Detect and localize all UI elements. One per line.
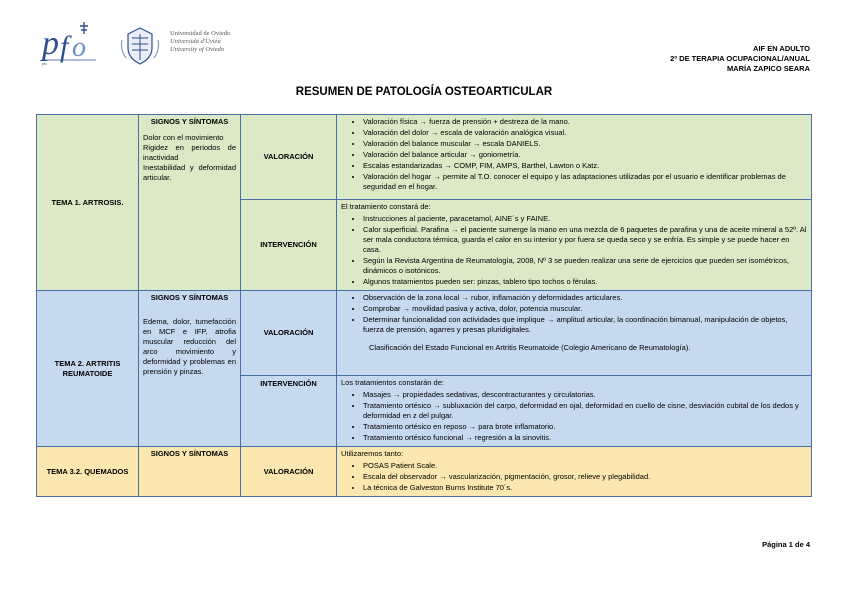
list-item: • Tratamiento ortésico en reposo → para brote inflamatorio.: [363, 422, 807, 432]
intervencion-label: INTERVENCIÓN: [241, 200, 337, 291]
list-item: • Valoración del dolor → escala de valoración analógica visual.: [363, 128, 807, 138]
list-item: • Valoración del hogar → permite al T.O. conocer el equipo y las adaptaciones utilizadas por el usuario e identificar problemas de seguridad en el hogar.: [363, 172, 807, 192]
svg-text:f: f: [60, 30, 69, 63]
intervencion-content: [337, 376, 812, 447]
author-name: MARÍA ZAPICO SEARA: [726, 64, 810, 73]
header-right-info: [670, 44, 810, 74]
list-item: • POSAS Patient Scale.: [363, 461, 807, 471]
valoracion-content: [337, 447, 812, 497]
valoracion-intro: Utilizaremos tanto:: [341, 449, 404, 458]
tema-cell: TEMA 3.2. QUEMADOS: [37, 447, 139, 497]
list-item: • Valoración del balance muscular → escala DANIELS.: [363, 139, 807, 149]
svg-text:pfo: pfo: [42, 62, 47, 66]
list-item: • Calor superficial. Parafina → el paciente sumerge la mano en una mezcla de 6 paquetes de parafina y una de aceite mineral a 52º. Al ser mala conductora térmica, guarda el calor en su interior y por fuera se queda seco y se enfría. Es simple y se puede hacer en casa.: [363, 225, 807, 255]
table-row-quemados-valoracion: [37, 447, 812, 497]
intervencion-intro: El tratamiento constará de:: [341, 202, 431, 211]
document-title: RESUMEN DE PATOLOGÍA OSTEOARTICULAR: [295, 86, 553, 98]
list-item: • Comprobar → movilidad pasiva y activa, dolor, potencia muscular.: [363, 304, 807, 314]
svg-text:p: p: [42, 25, 59, 62]
valoracion-content: [337, 291, 812, 376]
list-item: • Tratamiento ortésico → subluxación del carpo, deformidad en ojal, deformidad en cuello de cisne, desviación cubital de los dedos y deformidad en z del pulgar.: [363, 401, 807, 421]
valoracion-content: [337, 115, 812, 200]
list-item: • Valoración física → fuerza de prensión + destreza de la mano.: [363, 117, 807, 127]
signos-text: Dolor con el movimiento Rigidez en periodos de inactividad Inestabilidad y deformidad articular.: [143, 133, 236, 182]
list-item: • La técnica de Galveston Burns Institute 70´s.: [363, 483, 807, 493]
signos-heading: SIGNOS Y SÍNTOMAS: [150, 449, 229, 458]
signos-heading: SIGNOS Y SÍNTOMAS: [150, 117, 229, 126]
course-name: AIF EN ADULTO: [753, 44, 810, 53]
valoracion-label: VALORACIÓN: [241, 447, 337, 497]
valoracion-label: VALORACIÓN: [241, 291, 337, 376]
tema-cell: TEMA 2. ARTRITIS REUMATOIDE: [37, 291, 139, 447]
signos-cell: [139, 291, 241, 447]
list-item: • Según la Revista Argentina de Reumatología, 2008, Nº 3 se pueden realizar una serie de ejercicios que pueden ser isométricos, dinámicos o isotónicos.: [363, 256, 807, 276]
signos-cell: [139, 447, 241, 497]
list-item: • Escalas estandarizadas → COMP, FIM, AMPS, Barthel, Lawton o Katz.: [363, 161, 807, 171]
list-item: • Determinar funcionalidad con actividades que implique → amplitud articular, la coordinación bimanual, manipulación de objetos, fuerza de prensión, agarres y presas pluridigitales.: [363, 315, 807, 335]
list-item: • Valoración del balance articular → goniometría.: [363, 150, 807, 160]
list-item: • Instrucciones al paciente, paracetamol, AINE´s y FAINE.: [363, 214, 807, 224]
course-year: 2º DE TERAPIA OCUPACIONAL/ANUAL: [670, 54, 810, 63]
list-item: • Escala del observador → vascularización, pigmentación, grosor, relieve y plegabilidad.: [363, 472, 807, 482]
list-item: • Masajes → propiedades sedativas, descontracturantes y circulatorias.: [363, 390, 807, 400]
valoracion-label: VALORACIÓN: [241, 115, 337, 200]
table-row-artritis-valoracion: [37, 291, 812, 376]
valoracion-note: Clasificación del Estado Funcional en Artritis Reumatoide (Colegio Americano de Reumatología).: [369, 343, 691, 352]
list-item: • Algunos tratamientos pueden ser: pinzas, tablero tipo tochos o férulas.: [363, 277, 807, 287]
page-number: Página 1 de 4: [762, 540, 810, 549]
university-name: Universidad de Oviedo Universidá d'Uviéu University of Oviedo: [170, 30, 231, 53]
svg-text:o: o: [72, 32, 86, 63]
pfo-logo: [40, 18, 98, 66]
list-item: • Tratamiento ortésico funcional → regresión a la sinovitis.: [363, 433, 807, 443]
pathology-table: [36, 114, 812, 497]
tema-cell: TEMA 1. ARTROSIS.: [37, 115, 139, 291]
intervencion-content: [337, 200, 812, 291]
list-item: • Observación de la zona local → rubor, inflamación y deformidades articulares.: [363, 293, 807, 303]
intervencion-intro: Los tratamientos constarán de:: [341, 378, 444, 387]
intervencion-label: INTERVENCIÓN: [241, 376, 337, 447]
university-crest-icon: [118, 26, 162, 66]
signos-heading: SIGNOS Y SÍNTOMAS: [150, 293, 229, 302]
signos-cell: [139, 115, 241, 291]
table-row-artrosis-valoracion: [37, 115, 812, 200]
signos-text: Edema, dolor, tumefacción en MCF e IFP, atrofia muscular reducción del arco movimiento y deformidad y problemas en prensión y pinzas.: [143, 317, 236, 376]
